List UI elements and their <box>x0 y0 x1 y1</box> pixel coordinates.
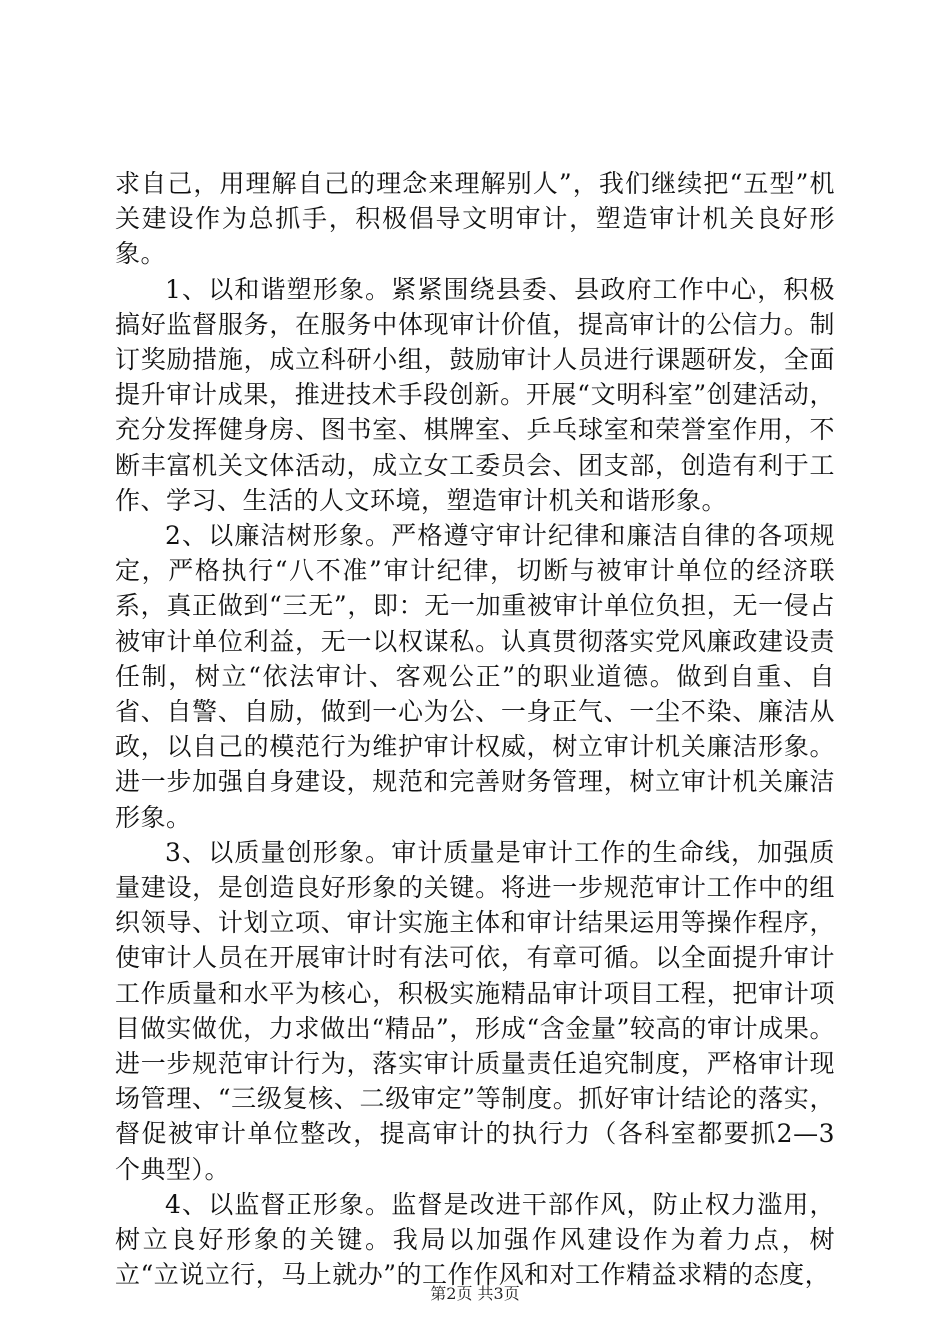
paragraph-continuation: 求自己，用理解自己的理念来理解别人”，我们继续把“五型”机关建设作为总抓手，积极倡导文明审计，塑造审计机关良好形象。 <box>115 169 835 269</box>
paragraph-harmony: 1、以和谐塑形象。紧紧围绕县委、县政府工作中心，积极搞好监督服务，在服务中体现审计价值，提高审计的公信力。制订奖励措施，成立科研小组，鼓励审计人员进行课题研发，全面提升审计成果，推进技术手段创新。开展“文明科室”创建活动，充分发挥健身房、图书室、棋牌室、乒乓球室和荣誉室作用，不断丰富机关文体活动，成立女工委员会、团支部，创造有利于工作、学习、生活的人文环境，塑造审计机关和谐形象。 <box>115 274 835 515</box>
paragraph-quality: 3、以质量创形象。审计质量是审计工作的生命线，加强质量建设，是创造良好形象的关键。将进一步规范审计工作中的组织领导、计划立项、审计实施主体和审计结果运用等操作程序，使审计人员在开展审计时有法可依，有章可循。以全面提升审计工作质量和水平为核心，积极实施精品审计项目工程，把审计项目做实做优，力求做出“精品”，形成“含金量”较高的审计成果。进一步规范审计行为，落实审计质量责任追究制度，严格审计现场管理、“三级复核、二级审定”等制度。抓好审计结论的落实，督促被审计单位整改，提高审计的执行力（各科室都要抓2—3个典型）。 <box>115 837 835 1184</box>
paragraph-supervision: 4、以监督正形象。监督是改进干部作风，防止权力滥用，树立良好形象的关键。我局以加强作风建设作为着力点，树立“立说立行，马上就办”的工作作风和对工作精益求精的态度， <box>115 1189 835 1290</box>
paragraph-integrity: 2、以廉洁树形象。严格遵守审计纪律和廉洁自律的各项规定，严格执行“八不准”审计纪律，切断与被审计单位的经济联系，真正做到“三无”，即：无一加重被审计单位负担，无一侵占被审计单位利益，无一以权谋私。认真贯彻落实党风廉政建设责任制，树立“依法审计、客观公正”的职业道德。做到自重、自省、自警、自励，做到一心为公、一身正气、一尘不染、廉洁从政，以自己的模范行为维护审计权威，树立审计机关廉洁形象。进一步加强自身建设，规范和完善财务管理，树立审计机关廉洁形象。 <box>115 521 835 832</box>
document-body <box>115 166 835 1293</box>
page-footer: 第2页 共3页 <box>430 1284 520 1303</box>
